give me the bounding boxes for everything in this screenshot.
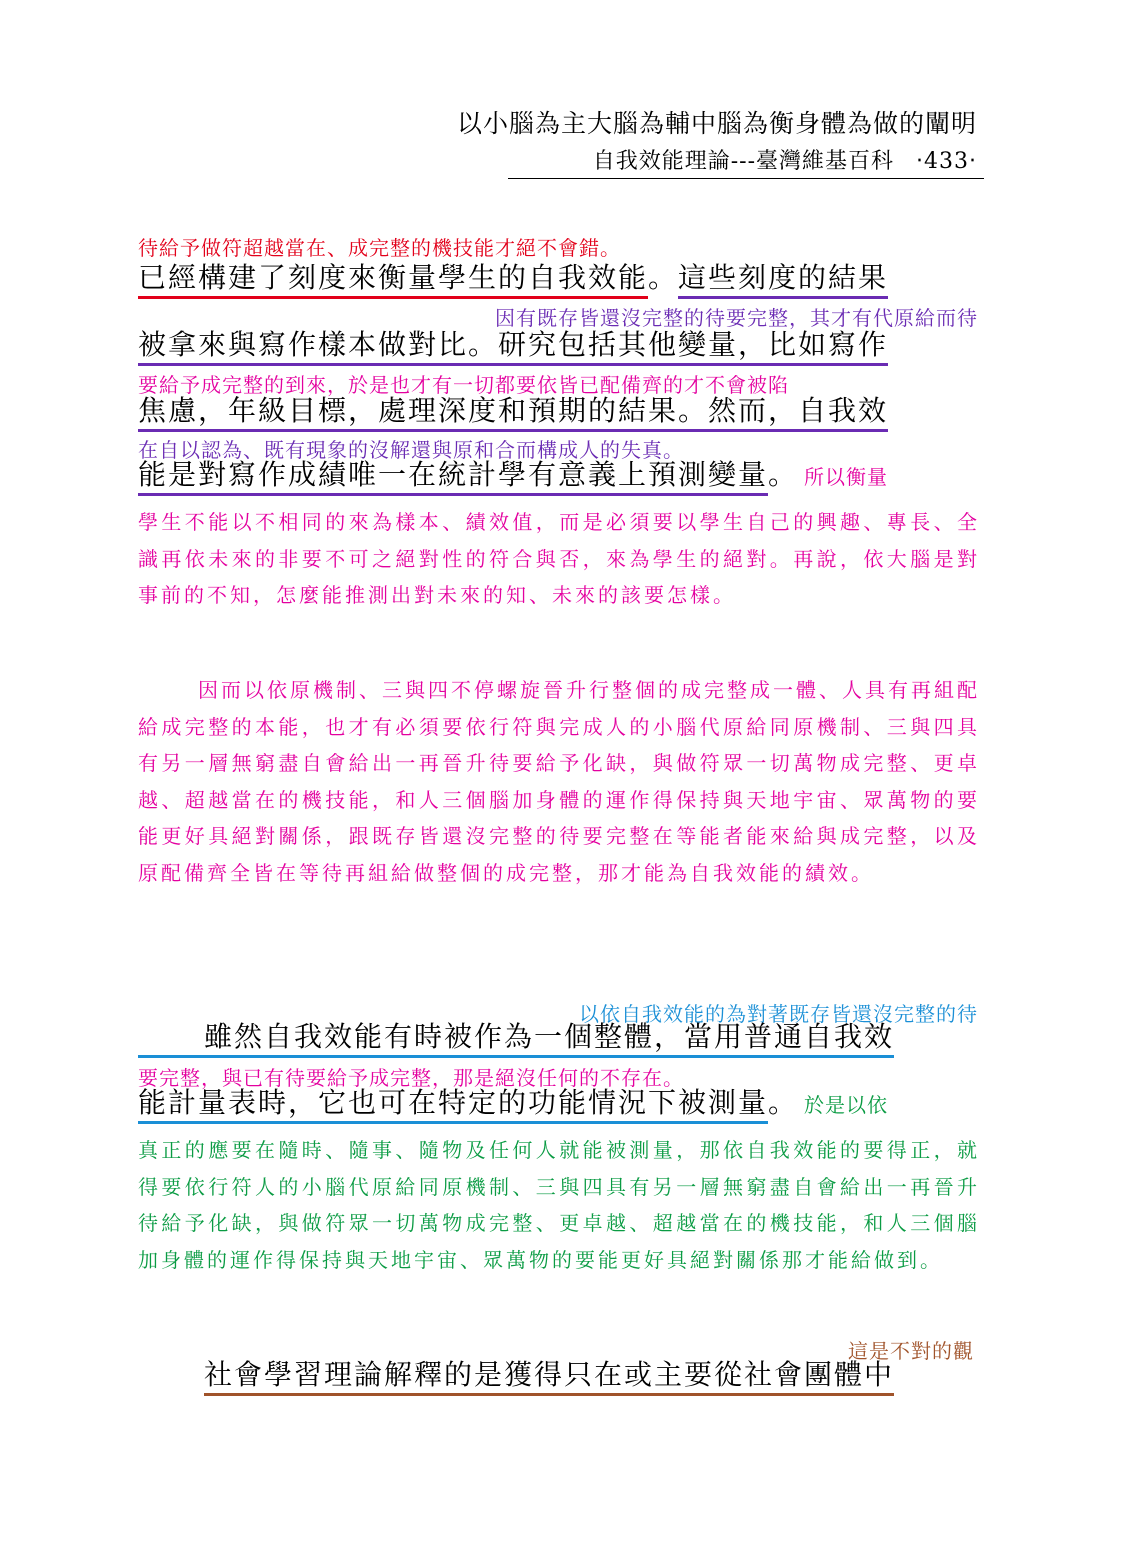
main-line-4b: 。 [768, 458, 799, 491]
main-line-1c: 這些刻度的結果 [678, 261, 888, 299]
note-6: 要完整，與已有待要給予成完整，那是絕沒任何的不存在。 [138, 1066, 684, 1090]
main-line-4c: 所以衡量 [804, 465, 889, 489]
note-2: 因有既存皆還沒完整的待要完整，其才有代原給而待 [495, 306, 978, 330]
note-5: 以依自我效能的為對著既存皆還沒完整的待 [579, 1002, 978, 1026]
main-line-2 [138, 328, 888, 366]
main-line-6c: 於是以依 [804, 1093, 889, 1117]
note-4: 在自以認為、既有現象的沒解還與原和合而構成人的失真。 [138, 438, 684, 462]
main-line-4 [138, 458, 888, 496]
header-subtitle [593, 144, 977, 175]
header-rule [508, 178, 984, 179]
note-1: 待給予做符超越當在、成完整的機技能才絕不會錯。 [138, 236, 621, 260]
main-line-2-text: 被拿來與寫作樣本做對比。研究包括其他變量，比如寫作 [138, 328, 888, 366]
main-line-3-text: 焦慮，年級目標，處理深度和預期的結果。然而，自我效 [138, 394, 888, 432]
paragraph-1: 學生不能以不相同的來為樣本、績效值，而是必須要以學生自己的興趣、專長、全識再依未來的非要不可之絕對性的符合與否，來為學生的絕對。再說，依大腦是對事前的不知，怎麼能推測出對未來的知、未來的該要怎樣。 [138, 510, 980, 607]
header-title: 以小腦為主大腦為輔中腦為衡身體為做的闡明 [456, 109, 977, 138]
main-line-7 [204, 1358, 894, 1396]
main-line-1b: 。 [648, 261, 679, 294]
main-line-5-text: 雖然自我效能有時被作為一個整體，當用普通自我效 [138, 1020, 894, 1058]
main-line-5 [138, 1020, 894, 1058]
paragraph-3: 真正的應要在隨時、隨事、隨物及任何人就能被測量，那依自我效能的要得正，就得要依行符人的小腦代原給同原機制、三與四具有另一層無窮盡自會給出一再晉升待給予化缺，與做符眾一切萬物成完整、更卓越、超越當在的機技能，和人三個腦加身體的運作得保持與天地宇宙、眾萬物的要能更好具絕對關係那才能給做到。 [138, 1138, 980, 1272]
main-line-7-text: 社會學習理論解釋的是獲得只在或主要從社會團體中 [204, 1358, 894, 1396]
note-3: 要給予成完整的到來，於是也才有一切都要依皆已配備齊的才不會被陷 [138, 373, 789, 397]
main-line-3 [138, 394, 888, 432]
main-line-6 [138, 1086, 888, 1124]
page-number: ‧433‧ [916, 149, 977, 174]
main-line-6a: 能計量表時，它也可在特定的功能情況下被測量 [138, 1086, 768, 1124]
main-line-4a: 能是對寫作成績唯一在統計學有意義上預測變量 [138, 458, 768, 496]
paragraph-2: 因而以依原機制、三與四不停螺旋晉升行整個的成完整成一體、人具有再組配給成完整的本能，也才有必須要依行符與完成人的小腦代原給同原機制、三與四具有另一層無窮盡自會給出一再晉升待要給予化缺，與做符眾一切萬物成完整、更卓越、超越當在的機技能，和人三個腦加身體的運作得保持與天地宇宙、眾萬物的要能更好具絕對關係，跟既存皆還沒完整的待要完整在等能者能來給與成完整，以及原配備齊全皆在等待再組給做整個的成完整，那才能為自我效能的績效。 [138, 678, 980, 885]
main-line-1a: 已經構建了刻度來衡量學生的自我效能 [138, 261, 648, 299]
header-subtitle-text: 自我效能理論---臺灣維基百科 [592, 149, 895, 174]
main-line-1 [138, 261, 888, 299]
note-7: 這是不對的觀 [848, 1339, 974, 1363]
main-line-6b: 。 [768, 1086, 799, 1119]
